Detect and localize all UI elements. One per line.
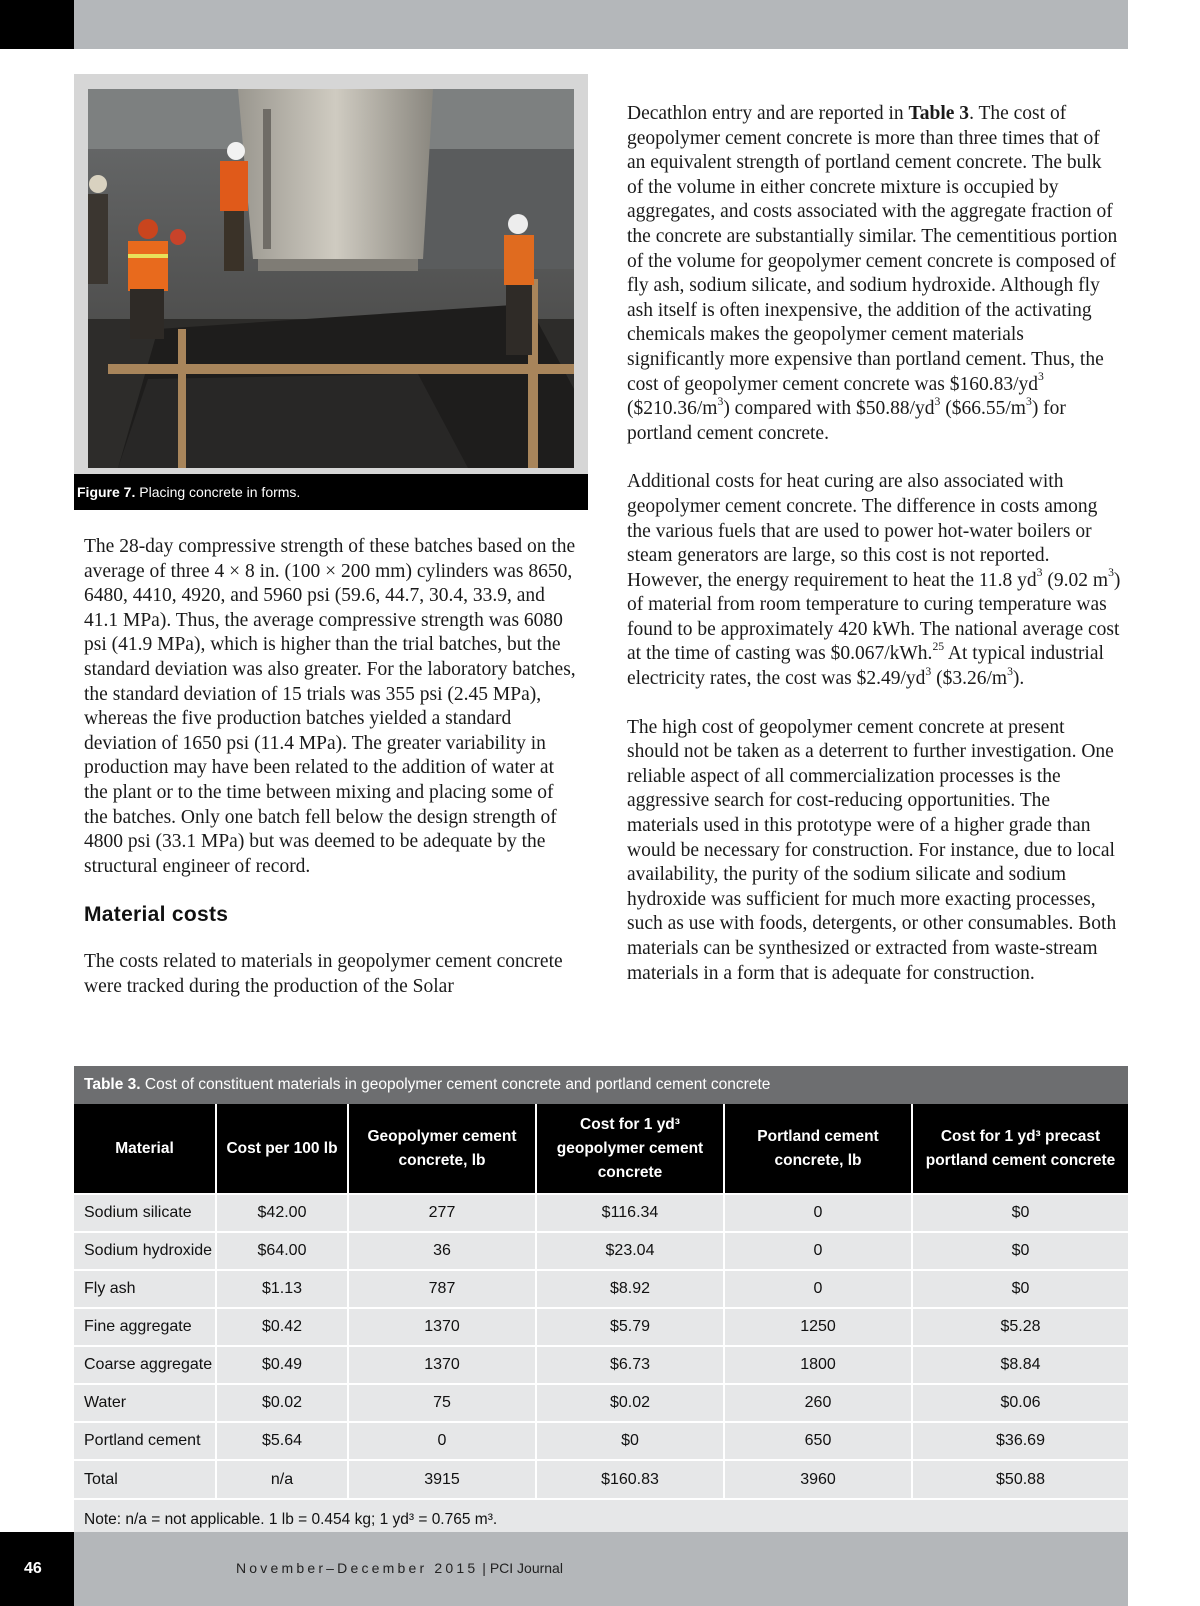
table-cell: n/a — [216, 1460, 348, 1498]
left-paragraph-1: The 28-day compressive strength of these batches based on the average of three 4 × 8 in. (100 × 200 mm) cylinders was 8650, 6480, 4410, 4920, and 5960 psi (59.6, 44.7, 30.4, 33.9, and 41.1 MPa). Thus, the average compressive strength was 6080 psi (41.9 MPa), which is higher than the trial batches, but the standard deviation was also greater. For the laboratory batches, the standard deviation of 15 trials was 355 psi (2.45 MPa), whereas the five production batches yielded a standard deviation of 1650 psi (11.4 MPa). The greater variability in production may have been related to the addition of water at the plant or to the time between mixing and placing some of the batches. Only one batch fell below the design strength of 4800 psi (33.1 MPa) but was deemed to be adequate by the structural engineer of record. — [84, 536, 576, 877]
footer-issue-line — [236, 1560, 563, 1576]
page-number: 46 — [0, 1532, 74, 1606]
table-cell: 0 — [724, 1194, 912, 1232]
table-title-text: Cost of constituent materials in geopolymer cement concrete and portland cement concrete — [144, 1076, 771, 1093]
table-row-total — [74, 1460, 1128, 1498]
header-black-block — [0, 0, 74, 49]
table-cell: $5.79 — [536, 1308, 724, 1346]
table-cell: 0 — [348, 1422, 536, 1460]
figure-photo — [88, 89, 574, 468]
citation-25: 25 — [932, 640, 945, 654]
right-paragraph-1: Decathlon entry and are reported in Table 3. The cost of geopolymer cement concrete is more than three times that of an equivalent strength of portland cement concrete. The bulk of the volume in either concrete mixture is occupied by aggregates, and costs associated with the aggregate fraction of the concrete are substantially similar. The cementitious portion of the volume for geopolymer cement concrete is composed of fly ash, sodium silicate, and sodium hydroxide. Although fly ash itself is often inexpensive, the addition of the activating chemicals makes the geopolymer cement materials significantly more expensive than portland cement. Thus, the cost of geopolymer cement concrete was $\$160.83/yd^3$ $(\$210.36/m^3)$ compared with $\$50.88/yd^3$ $(\$66.55/m^3)$ for portland cement concrete. — [627, 103, 1118, 444]
table-cell: $0 — [536, 1422, 724, 1460]
table-row — [74, 1308, 1128, 1346]
table-cell: 650 — [724, 1422, 912, 1460]
figure-caption-text: Placing concrete in forms. — [139, 484, 301, 500]
table-cell: 0 — [724, 1232, 912, 1270]
footer-issue: November–December 2015 — [236, 1560, 479, 1576]
table-cell: 260 — [724, 1384, 912, 1422]
table-cell: $160.83 — [536, 1460, 724, 1498]
right-column — [627, 102, 1121, 986]
table-cell: $0 — [912, 1194, 1128, 1232]
table-row — [74, 1422, 1128, 1460]
table-cell: Water — [74, 1384, 216, 1422]
table-cell: $0 — [912, 1232, 1128, 1270]
table-cell: $5.28 — [912, 1308, 1128, 1346]
table-cell: 36 — [348, 1232, 536, 1270]
left-paragraph-2: The costs related to materials in geopolymer cement concrete were tracked during the production of the Solar — [84, 950, 563, 997]
table-cell: Sodium silicate — [74, 1194, 216, 1232]
table-cell: Total — [74, 1460, 216, 1498]
table-cell: $116.34 — [536, 1194, 724, 1232]
table-label: Table 3. — [84, 1076, 141, 1093]
left-column — [84, 535, 580, 999]
figure-caption-label: Figure 7. — [77, 484, 136, 500]
table-cell: 0 — [724, 1270, 912, 1308]
table-cell: 3960 — [724, 1460, 912, 1498]
table-cell: Sodium hydroxide — [74, 1232, 216, 1270]
table-row — [74, 1232, 1128, 1270]
table-cell: 1250 — [724, 1308, 912, 1346]
table-cell: Fly ash — [74, 1270, 216, 1308]
header-material: Material — [74, 1104, 216, 1194]
table-cell: $23.04 — [536, 1232, 724, 1270]
table-note: Note: n/a = not applicable. 1 lb = 0.454 kg; 1 yd³ = 0.765 m³. — [74, 1498, 1128, 1538]
cost-table — [74, 1104, 1128, 1498]
footer-bar — [74, 1532, 1128, 1606]
table-cell: $64.00 — [216, 1232, 348, 1270]
table-cell: 1370 — [348, 1308, 536, 1346]
table-cell: 1370 — [348, 1346, 536, 1384]
table-title — [74, 1066, 1128, 1104]
table-cell: $0.02 — [216, 1384, 348, 1422]
footer-separator: | — [482, 1560, 486, 1576]
table-cell: 75 — [348, 1384, 536, 1422]
table-cell: $0.49 — [216, 1346, 348, 1384]
table-cell: $8.92 — [536, 1270, 724, 1308]
table-cell: 3915 — [348, 1460, 536, 1498]
header-geopolymer-cost: Cost for 1 yd³ geopolymer cement concrete — [536, 1104, 724, 1194]
header-portland-lb: Portland cement concrete, lb — [724, 1104, 912, 1194]
table-cell: Portland cement — [74, 1422, 216, 1460]
table-cell: $36.69 — [912, 1422, 1128, 1460]
table-cell: $1.13 — [216, 1270, 348, 1308]
table-cell: $5.64 — [216, 1422, 348, 1460]
table-cell: $0.02 — [536, 1384, 724, 1422]
table-3 — [74, 1066, 1128, 1538]
header-gray-bar — [74, 0, 1128, 49]
table-row — [74, 1384, 1128, 1422]
table-cell: Coarse aggregate — [74, 1346, 216, 1384]
table-header-row — [74, 1104, 1128, 1194]
header-cost-per-100lb: Cost per 100 lb — [216, 1104, 348, 1194]
right-paragraph-3: The high cost of geopolymer cement concrete at present should not be taken as a deterrent to further investigation. One reliable aspect of all commercialization processes is the aggressive search for cost-reducing opportunities. The materials used in this prototype were of a higher grade than would be necessary for construction. For instance, due to local availability, the purity of the sodium silicate and sodium hydroxide was sufficient for much more exacting processes, such as use with foods, detergents, or other consumables. Both materials can be synthesized or extracted from waste-stream materials in a form that is adequate for construction. — [627, 716, 1117, 984]
table-cell: $0 — [912, 1270, 1128, 1308]
figure-caption — [74, 474, 588, 510]
table-cell: 787 — [348, 1270, 536, 1308]
header-geopolymer-lb: Geopolymer cement concrete, lb — [348, 1104, 536, 1194]
table-cell: 1800 — [724, 1346, 912, 1384]
table-cell: $0.42 — [216, 1308, 348, 1346]
table-cell: $6.73 — [536, 1346, 724, 1384]
table-3-reference: Table 3 — [908, 103, 970, 124]
concrete-placement-photo — [88, 89, 574, 468]
footer-journal: PCI Journal — [489, 1560, 563, 1576]
figure-7 — [74, 74, 588, 510]
table-row — [74, 1270, 1128, 1308]
table-cell: $0.06 — [912, 1384, 1128, 1422]
table-row — [74, 1194, 1128, 1232]
table-cell: $50.88 — [912, 1460, 1128, 1498]
table-cell: $8.84 — [912, 1346, 1128, 1384]
table-cell: 277 — [348, 1194, 536, 1232]
table-cell: $42.00 — [216, 1194, 348, 1232]
right-paragraph-2: Additional costs for heat curing are also associated with geopolymer cement concrete. The difference in costs among the various fuels that are used to power hot-water boilers or steam generators are large, so this cost is not reported. However, the energy requirement to heat the 11.8 $yd^3$ (9.02 $m^3$) of material from room temperature to curing temperature was found to be approximately 420 kWh. The national average cost at the time of casting was $0.067/kWh.$^{25}$ At typical industrial electricity rates, the cost was $\$2.49/yd^3$ $(\$3.26/m^3)$. — [627, 471, 1121, 690]
table-row — [74, 1346, 1128, 1384]
header-portland-cost: Cost for 1 yd³ precast portland cement concrete — [912, 1104, 1128, 1194]
section-heading-material-costs: Material costs — [84, 903, 229, 927]
table-cell: Fine aggregate — [74, 1308, 216, 1346]
